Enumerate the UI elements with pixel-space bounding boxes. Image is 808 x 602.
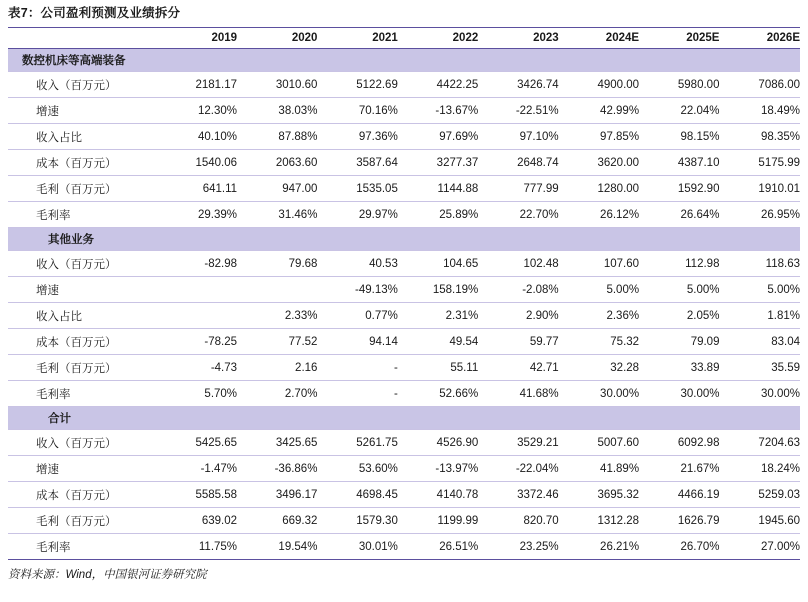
row-label: 成本（百万元） [8, 329, 157, 355]
row-label: 增速 [8, 456, 157, 482]
table-cell [639, 407, 719, 430]
table-row [8, 355, 800, 381]
table-cell: 4422.25 [398, 72, 478, 98]
table-cell [719, 228, 800, 251]
table-cell: 1592.90 [639, 176, 719, 202]
table-cell: 49.54 [398, 329, 478, 355]
table-cell [237, 407, 317, 430]
table-cell: 97.36% [317, 124, 397, 150]
table-cell: 75.32 [559, 329, 639, 355]
table-row [8, 456, 800, 482]
table-row [8, 482, 800, 508]
table-cell [157, 228, 237, 251]
table-cell: 18.24% [719, 456, 800, 482]
table-cell [559, 407, 639, 430]
table-cell: 3277.37 [398, 150, 478, 176]
table-section-row [8, 49, 800, 72]
table-row [8, 430, 800, 456]
table-cell: 2.90% [478, 303, 558, 329]
financial-forecast-table [8, 27, 800, 560]
table-body [8, 49, 800, 560]
table-cell: 97.10% [478, 124, 558, 150]
table-cell: 53.60% [317, 456, 397, 482]
table-cell: 97.69% [398, 124, 478, 150]
table-cell: 11.75% [157, 534, 237, 560]
table-cell: 77.52 [237, 329, 317, 355]
table-cell: 3587.64 [317, 150, 397, 176]
table-cell: 947.00 [237, 176, 317, 202]
table-cell: 3426.74 [478, 72, 558, 98]
table-cell: 1579.30 [317, 508, 397, 534]
table-cell: 3620.00 [559, 150, 639, 176]
table-cell: 33.89 [639, 355, 719, 381]
row-label: 其他业务 [8, 228, 157, 251]
table-cell [157, 277, 237, 303]
table-cell [317, 49, 397, 72]
table-cell: 4526.90 [398, 430, 478, 456]
table-cell: -78.25 [157, 329, 237, 355]
table-cell: 3372.46 [478, 482, 558, 508]
table-cell: 52.66% [398, 381, 478, 407]
table-cell: 79.09 [639, 329, 719, 355]
table-row [8, 508, 800, 534]
table-cell: 42.99% [559, 98, 639, 124]
table-cell: 18.49% [719, 98, 800, 124]
table-cell: 2.31% [398, 303, 478, 329]
table-row [8, 98, 800, 124]
table-cell: 5.70% [157, 381, 237, 407]
table-cell: 23.25% [478, 534, 558, 560]
column-header-2020: 2020 [237, 28, 317, 49]
table-row [8, 381, 800, 407]
table-cell: 5122.69 [317, 72, 397, 98]
table-cell [398, 407, 478, 430]
table-cell: - [317, 381, 397, 407]
table-cell: 3010.60 [237, 72, 317, 98]
table-cell: 70.16% [317, 98, 397, 124]
table-cell: 2.33% [237, 303, 317, 329]
table-cell: 112.98 [639, 251, 719, 277]
table-cell: 107.60 [559, 251, 639, 277]
table-cell: 669.32 [237, 508, 317, 534]
table-cell: 5175.99 [719, 150, 800, 176]
table-cell: 5.00% [559, 277, 639, 303]
table-row [8, 251, 800, 277]
column-header-2022: 2022 [398, 28, 478, 49]
table-cell: 7086.00 [719, 72, 800, 98]
table-cell: 3529.21 [478, 430, 558, 456]
table-cell: 98.15% [639, 124, 719, 150]
table-row [8, 124, 800, 150]
table-cell: 29.39% [157, 202, 237, 228]
row-label: 数控机床等高端装备 [8, 49, 157, 72]
table-cell: 32.28 [559, 355, 639, 381]
row-label: 毛利（百万元） [8, 176, 157, 202]
table-cell: 639.02 [157, 508, 237, 534]
table-cell: - [317, 355, 397, 381]
table-cell: 777.99 [478, 176, 558, 202]
table-cell: 30.01% [317, 534, 397, 560]
table-cell: 42.71 [478, 355, 558, 381]
table-cell: 5.00% [639, 277, 719, 303]
table-cell: 1540.06 [157, 150, 237, 176]
table-cell: -4.73 [157, 355, 237, 381]
table-row [8, 329, 800, 355]
table-header-row [8, 28, 800, 49]
table-cell: 26.64% [639, 202, 719, 228]
table-cell [478, 228, 558, 251]
table-cell: 29.97% [317, 202, 397, 228]
table-cell: 12.30% [157, 98, 237, 124]
column-header-2026E: 2026E [719, 28, 800, 49]
row-label: 成本（百万元） [8, 150, 157, 176]
table-cell: -82.98 [157, 251, 237, 277]
table-cell: 2.16 [237, 355, 317, 381]
table-cell: 40.10% [157, 124, 237, 150]
source-note: 资料来源：Wind，中国银河证券研究院 [8, 569, 207, 581]
table-cell [237, 49, 317, 72]
table-cell: 5.00% [719, 277, 800, 303]
table-cell: 820.70 [478, 508, 558, 534]
table-cell: 1626.79 [639, 508, 719, 534]
column-header-2023: 2023 [478, 28, 558, 49]
table-row [8, 150, 800, 176]
column-header-2021: 2021 [317, 28, 397, 49]
table-cell: 87.88% [237, 124, 317, 150]
table-cell [317, 407, 397, 430]
table-cell: 26.70% [639, 534, 719, 560]
table-cell: 4387.10 [639, 150, 719, 176]
table-cell: 26.21% [559, 534, 639, 560]
table-cell: 7204.63 [719, 430, 800, 456]
table-cell: 35.59 [719, 355, 800, 381]
row-label: 成本（百万元） [8, 482, 157, 508]
table-cell: 5261.75 [317, 430, 397, 456]
table-cell [317, 228, 397, 251]
table-row [8, 303, 800, 329]
table-cell: 118.63 [719, 251, 800, 277]
table-cell: 5259.03 [719, 482, 800, 508]
table-cell: 27.00% [719, 534, 800, 560]
column-header-blank [8, 28, 157, 49]
table-cell: 5980.00 [639, 72, 719, 98]
table-cell: -2.08% [478, 277, 558, 303]
table-cell: 2063.60 [237, 150, 317, 176]
table-cell: 1144.88 [398, 176, 478, 202]
table-cell: 19.54% [237, 534, 317, 560]
table-cell: -13.67% [398, 98, 478, 124]
table-row [8, 202, 800, 228]
table-cell [237, 228, 317, 251]
table-cell: 3496.17 [237, 482, 317, 508]
table-cell [478, 407, 558, 430]
table-row [8, 277, 800, 303]
row-label: 毛利（百万元） [8, 355, 157, 381]
table-cell: 1910.01 [719, 176, 800, 202]
table-cell: 2648.74 [478, 150, 558, 176]
table-cell [639, 228, 719, 251]
table-cell: 3425.65 [237, 430, 317, 456]
row-label: 毛利率 [8, 381, 157, 407]
row-label: 收入占比 [8, 124, 157, 150]
table-cell: 2.70% [237, 381, 317, 407]
table-cell: 102.48 [478, 251, 558, 277]
table-cell [639, 49, 719, 72]
table-cell: -13.97% [398, 456, 478, 482]
table-row [8, 534, 800, 560]
table-cell: 94.14 [317, 329, 397, 355]
table-cell: -36.86% [237, 456, 317, 482]
table-cell: 38.03% [237, 98, 317, 124]
table-cell [478, 49, 558, 72]
table-cell: 4698.45 [317, 482, 397, 508]
table-cell: 1280.00 [559, 176, 639, 202]
table-cell [398, 228, 478, 251]
table-cell: 26.95% [719, 202, 800, 228]
table-cell: 40.53 [317, 251, 397, 277]
table-cell: 5425.65 [157, 430, 237, 456]
table-cell: 4900.00 [559, 72, 639, 98]
table-row [8, 72, 800, 98]
table-cell [719, 49, 800, 72]
table-cell: 30.00% [719, 381, 800, 407]
table-cell: 30.00% [639, 381, 719, 407]
row-label: 收入（百万元） [8, 430, 157, 456]
table-header [8, 28, 800, 49]
table-cell: 22.70% [478, 202, 558, 228]
column-header-2025E: 2025E [639, 28, 719, 49]
row-label: 收入（百万元） [8, 251, 157, 277]
table-cell: 3695.32 [559, 482, 639, 508]
table-cell: 41.68% [478, 381, 558, 407]
table-cell: 30.00% [559, 381, 639, 407]
table-cell: 1.81% [719, 303, 800, 329]
table-cell: 59.77 [478, 329, 558, 355]
table-cell [157, 49, 237, 72]
table-cell: 25.89% [398, 202, 478, 228]
row-label: 毛利率 [8, 202, 157, 228]
row-label: 毛利（百万元） [8, 508, 157, 534]
table-caption: 表7：公司盈利预测及业绩拆分 [8, 6, 181, 20]
row-label: 合计 [8, 407, 157, 430]
table-cell: 1535.05 [317, 176, 397, 202]
table-cell [559, 228, 639, 251]
table-cell: 26.12% [559, 202, 639, 228]
table-cell [559, 49, 639, 72]
table-cell: 79.68 [237, 251, 317, 277]
table-cell: 26.51% [398, 534, 478, 560]
row-label: 增速 [8, 98, 157, 124]
table-cell [157, 303, 237, 329]
table-cell: 2181.17 [157, 72, 237, 98]
column-header-2019: 2019 [157, 28, 237, 49]
table-cell: 104.65 [398, 251, 478, 277]
row-label: 收入（百万元） [8, 72, 157, 98]
table-cell: 158.19% [398, 277, 478, 303]
table-cell: -1.47% [157, 456, 237, 482]
table-cell: 5007.60 [559, 430, 639, 456]
table-section-row [8, 228, 800, 251]
table-cell: 31.46% [237, 202, 317, 228]
table-cell: 41.89% [559, 456, 639, 482]
table-cell: -22.04% [478, 456, 558, 482]
table-cell [398, 49, 478, 72]
table-cell: 1199.99 [398, 508, 478, 534]
row-label: 增速 [8, 277, 157, 303]
table-cell: 1945.60 [719, 508, 800, 534]
table-cell [237, 277, 317, 303]
table-cell: 22.04% [639, 98, 719, 124]
row-label: 毛利率 [8, 534, 157, 560]
table-cell: 0.77% [317, 303, 397, 329]
column-header-2024E: 2024E [559, 28, 639, 49]
table-cell: 97.85% [559, 124, 639, 150]
table-cell [157, 407, 237, 430]
table-cell: 2.36% [559, 303, 639, 329]
table-cell: 6092.98 [639, 430, 719, 456]
table-cell [719, 407, 800, 430]
table-cell: 4466.19 [639, 482, 719, 508]
table-section-row [8, 407, 800, 430]
table-cell: 21.67% [639, 456, 719, 482]
table-cell: 1312.28 [559, 508, 639, 534]
table-cell: -49.13% [317, 277, 397, 303]
table-cell: -22.51% [478, 98, 558, 124]
table-cell: 83.04 [719, 329, 800, 355]
table-row [8, 176, 800, 202]
table-cell: 641.11 [157, 176, 237, 202]
row-label: 收入占比 [8, 303, 157, 329]
table-cell: 5585.58 [157, 482, 237, 508]
table-cell: 55.11 [398, 355, 478, 381]
table-cell: 4140.78 [398, 482, 478, 508]
table-cell: 2.05% [639, 303, 719, 329]
table-cell: 98.35% [719, 124, 800, 150]
